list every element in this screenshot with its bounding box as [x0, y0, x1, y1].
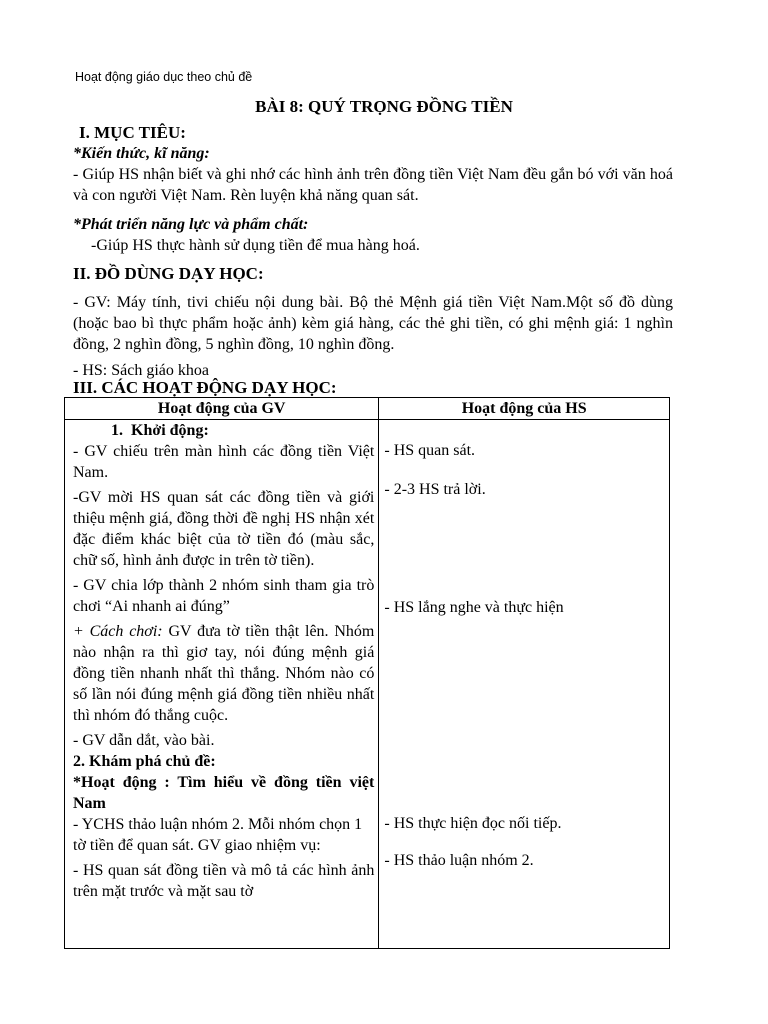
table-header-row [65, 398, 670, 420]
teacher-step: - YCHS thảo luận nhóm 2. Mỗi nhóm chọn 1 tờ tiền để quan sát. GV giao nhiệm vụ: [73, 816, 363, 854]
knowledge-skills-subheading: *Kiến thức, kĩ năng: [73, 145, 210, 162]
teacher-step: - GV chia lớp thành 2 nhóm sinh tham gia trò chơi “Ai nhanh ai đúng” [73, 577, 375, 615]
section-label: Khởi động: [131, 422, 209, 439]
student-response: - HS quan sát. [384, 442, 476, 459]
section-number: 1. [111, 422, 123, 439]
section-kham-pha-heading: 2. Khám phá chủ đề: [73, 753, 216, 770]
student-response: - HS thảo luận nhóm 2. [384, 852, 534, 869]
competence-text: -Giúp HS thực hành sử dụng tiền để mua hàng hoá. [91, 237, 420, 254]
materials-section [73, 263, 673, 381]
table-row [65, 420, 670, 949]
teacher-step: - HS quan sát đồng tiền và mô tả các hình ảnh trên mặt trước và mặt sau tờ [73, 862, 375, 900]
materials-student-text: - HS: Sách giáo khoa [73, 362, 209, 379]
teacher-step: - GV dẫn dắt, vào bài. [73, 732, 215, 749]
teacher-step: - GV chiếu trên màn hình các đồng tiền Việt Nam. [73, 443, 375, 481]
activity-heading: *Hoạt động : Tìm hiểu về đồng tiền việt Nam [73, 774, 375, 812]
lesson-title: BÀI 8: QUÝ TRỌNG ĐỒNG TIỀN [255, 97, 513, 116]
competence-subheading: *Phát triển năng lực và phẩm chất: [73, 216, 309, 233]
objectives-section [73, 122, 673, 256]
game-rules-text: GV đưa tờ tiền thật lên. Nhóm nào nhận ra thì giơ tay, nói đúng mệnh giá đồng tiền nhanh nhất thì thắng. Nhóm nào có số lần nói đúng mệnh giá đồng tiền nhiều nhất thì nhóm đó thắng cuộc. [73, 623, 375, 724]
teacher-step: -GV mời HS quan sát các đồng tiền và giới thiệu mệnh giá, đồng thời đề nghị HS nhận xét đặc điểm khác biệt của tờ tiền đó (màu sắc, chữ số, hình ảnh được in trên tờ tiền). [73, 489, 375, 569]
game-rules-label: + Cách chơi: [73, 623, 163, 640]
student-response: - HS lắng nghe và thực hiện [384, 599, 564, 616]
section-khoi-dong-heading [73, 420, 374, 441]
materials-heading: II. ĐỒ DÙNG DẠY HỌC: [73, 264, 264, 283]
teacher-activities-cell [65, 420, 379, 949]
materials-teacher-text: - GV: Máy tính, tivi chiếu nội dung bài. Bộ thẻ Mệnh giá tiền Việt Nam.Một số đồ dùng (hoặc bao bì thực phẩm hoặc ảnh) kèm giá hàng, các thẻ ghi tiền, có ghi mệnh giá: 1 nghìn đồng, 2 nghìn đồng, 5 nghìn đồng, 10 nghìn đồng. [73, 294, 673, 353]
student-response: - HS thực hiện đọc nối tiếp. [384, 815, 562, 832]
student-response: - 2-3 HS trả lời. [384, 481, 486, 498]
column-header-student: Hoạt động của HS [379, 398, 670, 420]
header-note: Hoạt động giáo dục theo chủ đề [75, 70, 253, 84]
objectives-heading: I. MỤC TIÊU: [79, 123, 186, 142]
knowledge-skills-text: - Giúp HS nhận biết và ghi nhớ các hình ảnh trên đồng tiền Việt Nam đều gắn bó với văn hoá và con người Việt Nam. Rèn luyện khả năng quan sát. [73, 166, 673, 204]
column-header-teacher: Hoạt động của GV [65, 398, 379, 420]
activities-table [64, 397, 670, 949]
student-activities-cell [379, 420, 670, 949]
activities-heading: III. CÁC HOẠT ĐỘNG DẠY HỌC: [73, 378, 337, 397]
game-rules [73, 621, 374, 726]
